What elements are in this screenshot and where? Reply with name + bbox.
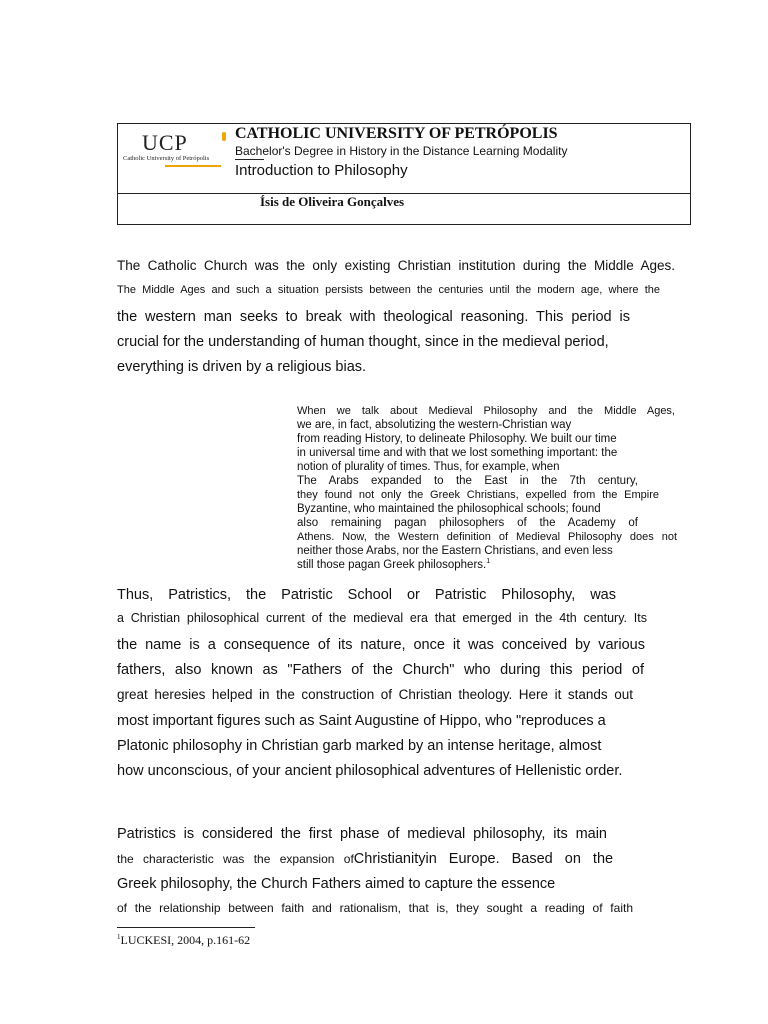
body-line: fathers, also known as "Fathers of the Church" who during this period of — [117, 662, 644, 678]
quote-line: in universal time and with that we lost something important: the — [297, 447, 618, 459]
footnote-text: LUCKESI, 2004, p.161-62 — [120, 933, 251, 947]
intro-line: the western man seeks to break with theological reasoning. This period is — [117, 309, 630, 325]
quote-line: from reading History, to delineate Philosophy. We built our time — [297, 433, 617, 445]
intro-line: crucial for the understanding of human thought, since in the medieval period, — [117, 334, 609, 350]
course-title: Introduction to Philosophy — [235, 162, 408, 179]
quote-line: Athens. Now, the Western definition of Medieval Philosophy does not — [297, 531, 677, 543]
body-line: how unconscious, of your ancient philosophical adventures of Hellenistic order. — [117, 763, 623, 779]
intro-line: everything is driven by a religious bias. — [117, 359, 367, 375]
footnote-marker: 1 — [486, 558, 491, 566]
footnote-number: 1 — [117, 933, 121, 941]
quote-line: When we talk about Medieval Philosophy and the Middle Ages, — [297, 405, 675, 417]
author-name: Ísis de Oliveira Gonçalves — [260, 194, 405, 209]
quote-last-text: still those pagan Greek philosophers. — [297, 559, 487, 571]
body-line: a Christian philosophical current of the medieval era that emerged in the 4th century. Its — [117, 611, 647, 625]
body-line: the name is a consequence of its nature, once it was conceived by various — [117, 637, 645, 653]
quote-line: we are, in fact, absolutizing the western-Christian way — [297, 419, 572, 431]
body-line: Thus, Patristics, the Patristic School or Patristic Philosophy, was — [117, 587, 616, 603]
body-line-part: the characteristic was the expansion of — [117, 852, 354, 866]
logo-text: UCP — [142, 130, 188, 155]
quote-line: also remaining pagan philosophers of the Academy of — [297, 517, 638, 529]
university-name: CATHOLIC UNIVERSITY OF PETRÓPOLIS — [235, 125, 558, 142]
body-line: most important figures such as Saint Augustine of Hippo, who "reproduces a — [117, 713, 606, 729]
quote-line: Byzantine, who maintained the philosophical schools; found — [297, 503, 601, 515]
body-line: Greek philosophy, the Church Fathers aimed to capture the essence — [117, 876, 556, 892]
document-header — [117, 123, 691, 225]
degree-program: Bachelor's Degree in History in the Distance Learning Modality — [235, 144, 568, 158]
university-logo — [121, 128, 231, 173]
body-line-mixed — [117, 851, 613, 871]
body-line: great heresies helped in the construction of Christian theology. Here it stands out — [117, 687, 633, 702]
footnote — [117, 933, 250, 948]
logo-accent-mark — [222, 132, 226, 141]
quote-line: neither those Arabs, nor the Eastern Christians, and even less — [297, 545, 613, 557]
footnote-rule — [117, 927, 255, 928]
intro-line: The Catholic Church was the only existing Christian institution during the Middle Ages. — [117, 258, 675, 273]
logo-underline — [165, 165, 221, 167]
logo-subtitle: Catholic University of Petrópolis — [123, 155, 210, 162]
body-line: of the relationship between faith and rationalism, that is, they sought a reading of faith — [117, 901, 633, 915]
quote-line: The Arabs expanded to the East in the 7th century, — [297, 475, 638, 487]
body-line: Platonic philosophy in Christian garb marked by an intense heritage, almost — [117, 738, 602, 754]
quote-line: they found not only the Greek Christians, expelled from the Empire — [297, 489, 659, 501]
degree-underline — [235, 159, 264, 160]
quote-line: notion of plurality of times. Thus, for example, when — [297, 461, 560, 473]
body-line-part: Christianityin Europe. Based on the — [353, 851, 614, 867]
intro-line: The Middle Ages and such a situation persists between the centuries until the modern age, where the — [117, 284, 660, 296]
body-line: Patristics is considered the first phase of medieval philosophy, its main — [117, 826, 607, 842]
quote-line-last — [297, 559, 490, 579]
